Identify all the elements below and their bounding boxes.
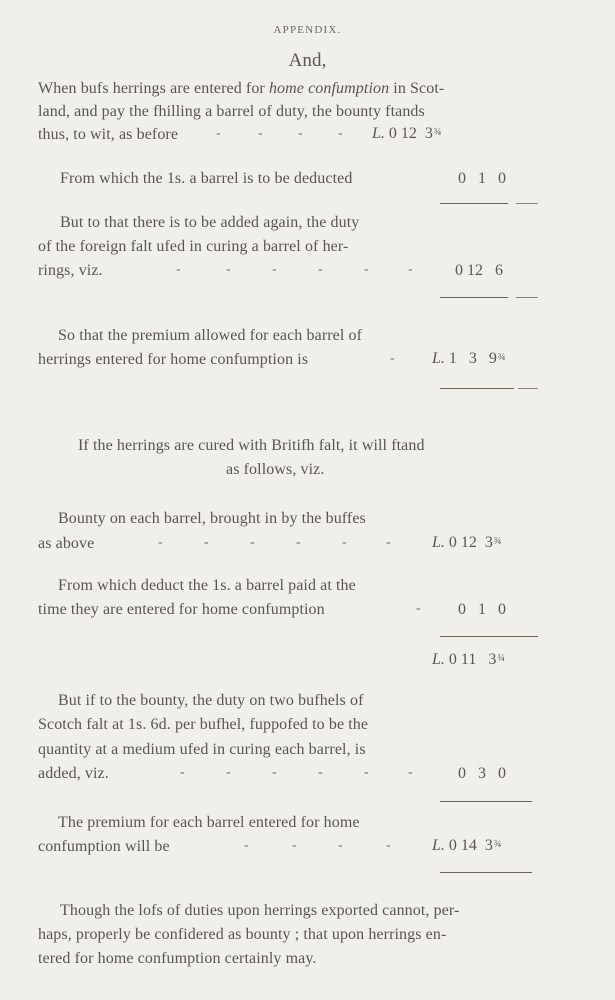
- rule: [440, 872, 532, 873]
- leader-dot: -: [364, 262, 369, 277]
- paragraph-line: of the foreign falt ufed in curing a barrel of her-: [38, 238, 349, 255]
- rule: [516, 297, 538, 298]
- paragraph-line: quantity at a medium ufed in curing each barrel, is: [38, 741, 366, 758]
- amount-bounty-before: L. 0 12 3¾: [372, 125, 442, 142]
- leader-dot: -: [338, 838, 343, 853]
- paragraph-line: confumption will be: [38, 838, 170, 855]
- paragraph-line: time they are entered for home confumption: [38, 601, 325, 618]
- amount-deduct-shilling-2: 0 1 0: [458, 601, 506, 618]
- leader-dot: -: [296, 535, 301, 550]
- rule: [440, 203, 508, 204]
- amount-foreign-salt-duty: 0 12 6: [455, 262, 503, 279]
- paragraph-line: But to that there is to be added again, the duty: [60, 214, 360, 231]
- rule: [440, 636, 538, 637]
- paragraph-line: From which the 1s. a barrel is to be deducted: [60, 170, 353, 187]
- leader-dot: -: [342, 535, 347, 550]
- paragraph-line: But if to the bounty, the duty on two bufhels of: [58, 692, 364, 709]
- rule: [518, 388, 538, 389]
- paragraph-line: herrings entered for home confumption is: [38, 351, 309, 368]
- rule: [516, 203, 538, 204]
- paragraph-line: Though the lofs of duties upon herrings exported cannot, per-: [60, 902, 460, 919]
- paragraph-line: thus, to wit, as before: [38, 126, 179, 143]
- section-intro-line: If the herrings are cured with Britifh falt, it will ftand: [78, 437, 425, 454]
- paragraph-line: So that the premium allowed for each barrel of: [58, 327, 363, 344]
- amount-bounty-buffes: L. 0 12 3¾: [432, 534, 502, 551]
- leader-dot: -: [272, 262, 277, 277]
- paragraph-line: haps, properly be confidered as bounty ; that upon herrings en-: [38, 926, 447, 943]
- amount-deduct-shilling: 0 1 0: [458, 170, 506, 187]
- paragraph-line: added, viz.: [38, 765, 109, 782]
- amount-scotch-salt-duty: 0 3 0: [458, 765, 506, 782]
- leader-dot: -: [408, 765, 413, 780]
- leader-dot: -: [364, 765, 369, 780]
- paragraph-line: Bounty on each barrel, brought in by the buffes: [58, 510, 366, 527]
- leader-dot: -: [176, 262, 181, 277]
- rule: [440, 297, 508, 298]
- amount-premium-foreign-salt: L. 1 3 9¾: [432, 350, 506, 367]
- leader-dot: -: [416, 601, 421, 616]
- leader-dot: -: [180, 765, 185, 780]
- leader-dot: -: [158, 535, 163, 550]
- leader-dot: -: [226, 262, 231, 277]
- leader-dot: -: [250, 535, 255, 550]
- leader-dot: -: [272, 765, 277, 780]
- section-heading: And,: [288, 50, 327, 71]
- amount-premium-british-salt: L. 0 14 3¾: [432, 837, 502, 854]
- paragraph-line: Scotch falt at 1s. 6d. per bufhel, fuppofed to be the: [38, 716, 369, 733]
- leader-dot: -: [204, 535, 209, 550]
- leader-dot: -: [318, 262, 323, 277]
- rule: [440, 388, 514, 389]
- leader-dot: -: [318, 765, 323, 780]
- leader-dot: -: [338, 126, 343, 141]
- paragraph-line: The premium for each barrel entered for home: [58, 814, 360, 831]
- paragraph-line: From which deduct the 1s. a barrel paid at the: [58, 577, 356, 594]
- leader-dot: -: [258, 126, 263, 141]
- leader-dot: -: [386, 838, 391, 853]
- leader-dot: -: [390, 351, 395, 366]
- leader-dot: -: [298, 126, 303, 141]
- paragraph-line: as above: [38, 535, 95, 552]
- amount-subtotal: L. 0 11 3¾: [432, 651, 505, 668]
- leader-dot: -: [386, 535, 391, 550]
- running-header: APPENDIX.: [273, 24, 342, 36]
- section-intro-line: as follows, viz.: [226, 461, 325, 478]
- rule: [440, 801, 532, 802]
- paragraph-line: rings, viz.: [38, 262, 103, 279]
- paragraph-line: land, and pay the fhilling a barrel of duty, the bounty ftands: [38, 103, 425, 120]
- paragraph-line: tered for home confumption certainly may.: [38, 950, 317, 967]
- leader-dot: -: [408, 262, 413, 277]
- leader-dot: -: [244, 838, 249, 853]
- leader-dot: -: [226, 765, 231, 780]
- leader-dot: -: [292, 838, 297, 853]
- leader-dot: -: [216, 126, 221, 141]
- paragraph-line: When bufs herrings are entered for home confumption in Scot-: [38, 80, 445, 97]
